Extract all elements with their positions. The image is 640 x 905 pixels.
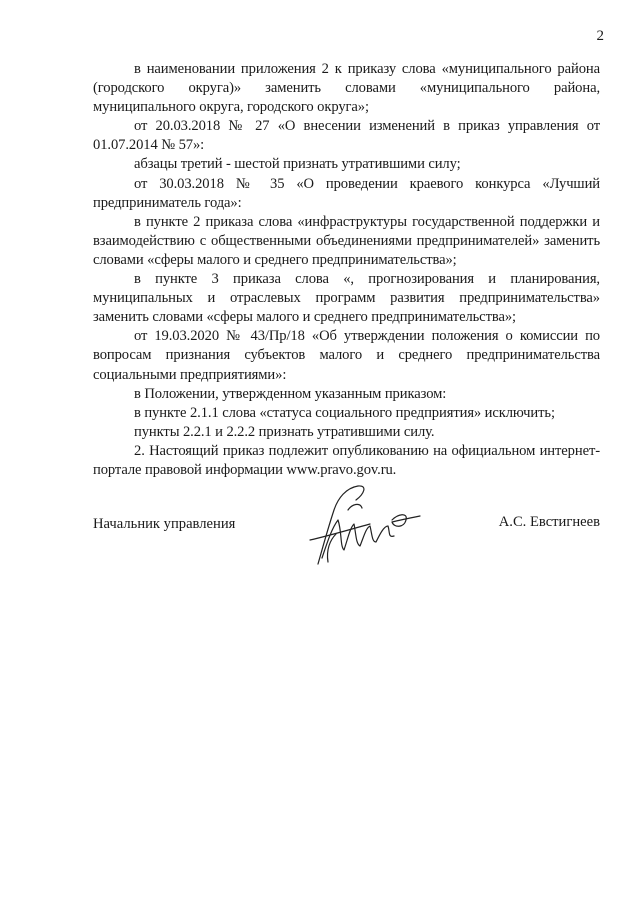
document-body [93, 60, 600, 480]
paragraph: в пункте 3 приказа слова «, прогнозирования и планирования, муниципальных и отраслевых программ развития предпринимательства» заменить словами «сферы малого и среднего предпринимательства»; [93, 271, 600, 326]
paragraph: от 30.03.2018 № 35 «О проведении краевого конкурса «Лучший предприниматель года»: [93, 175, 600, 211]
handwritten-signature [288, 480, 428, 570]
page-number: 2 [596, 28, 604, 44]
paragraph: от 20.03.2018 № 27 «О внесении изменений в приказ управления от 01.07.2014 № 57»: [93, 118, 600, 154]
paragraph: в пункте 2 приказа слова «инфраструктуры государственной поддержки и взаимодействию с общественными объединениями предпринимателей» заменить словами «сферы малого и среднего предпринимательства»; [93, 213, 600, 268]
paragraph: пункты 2.2.1 и 2.2.2 признать утратившими силу. [134, 423, 435, 440]
paragraph: в пункте 2.1.1 слова «статуса социального предприятия» исключить; [134, 404, 555, 421]
signature-block [93, 480, 600, 570]
paragraph: от 19.03.2020 № 43/Пр/18 «Об утверждении положения о комиссии по вопросам признания субъектов малого и среднего предпринимательства социальными предприятиями»: [93, 328, 600, 383]
paragraph: в наименовании приложения 2 к приказу слова «муниципального района (городского округа)» заменить словами «муниципального района, муниципального округа, городского округа»; [93, 61, 600, 116]
paragraph: в Положении, утвержденном указанным приказом: [134, 385, 447, 402]
signatory-position: Начальник управления [93, 516, 236, 532]
signatory-name: А.С. Евстигнеев [498, 514, 600, 530]
paragraph-publication: 2. Настоящий приказ подлежит опубликованию на официальном интернет-портале правовой информации www.pravo.gov.ru. [93, 442, 600, 478]
paragraph: абзацы третий - шестой признать утратившими силу; [134, 156, 461, 173]
